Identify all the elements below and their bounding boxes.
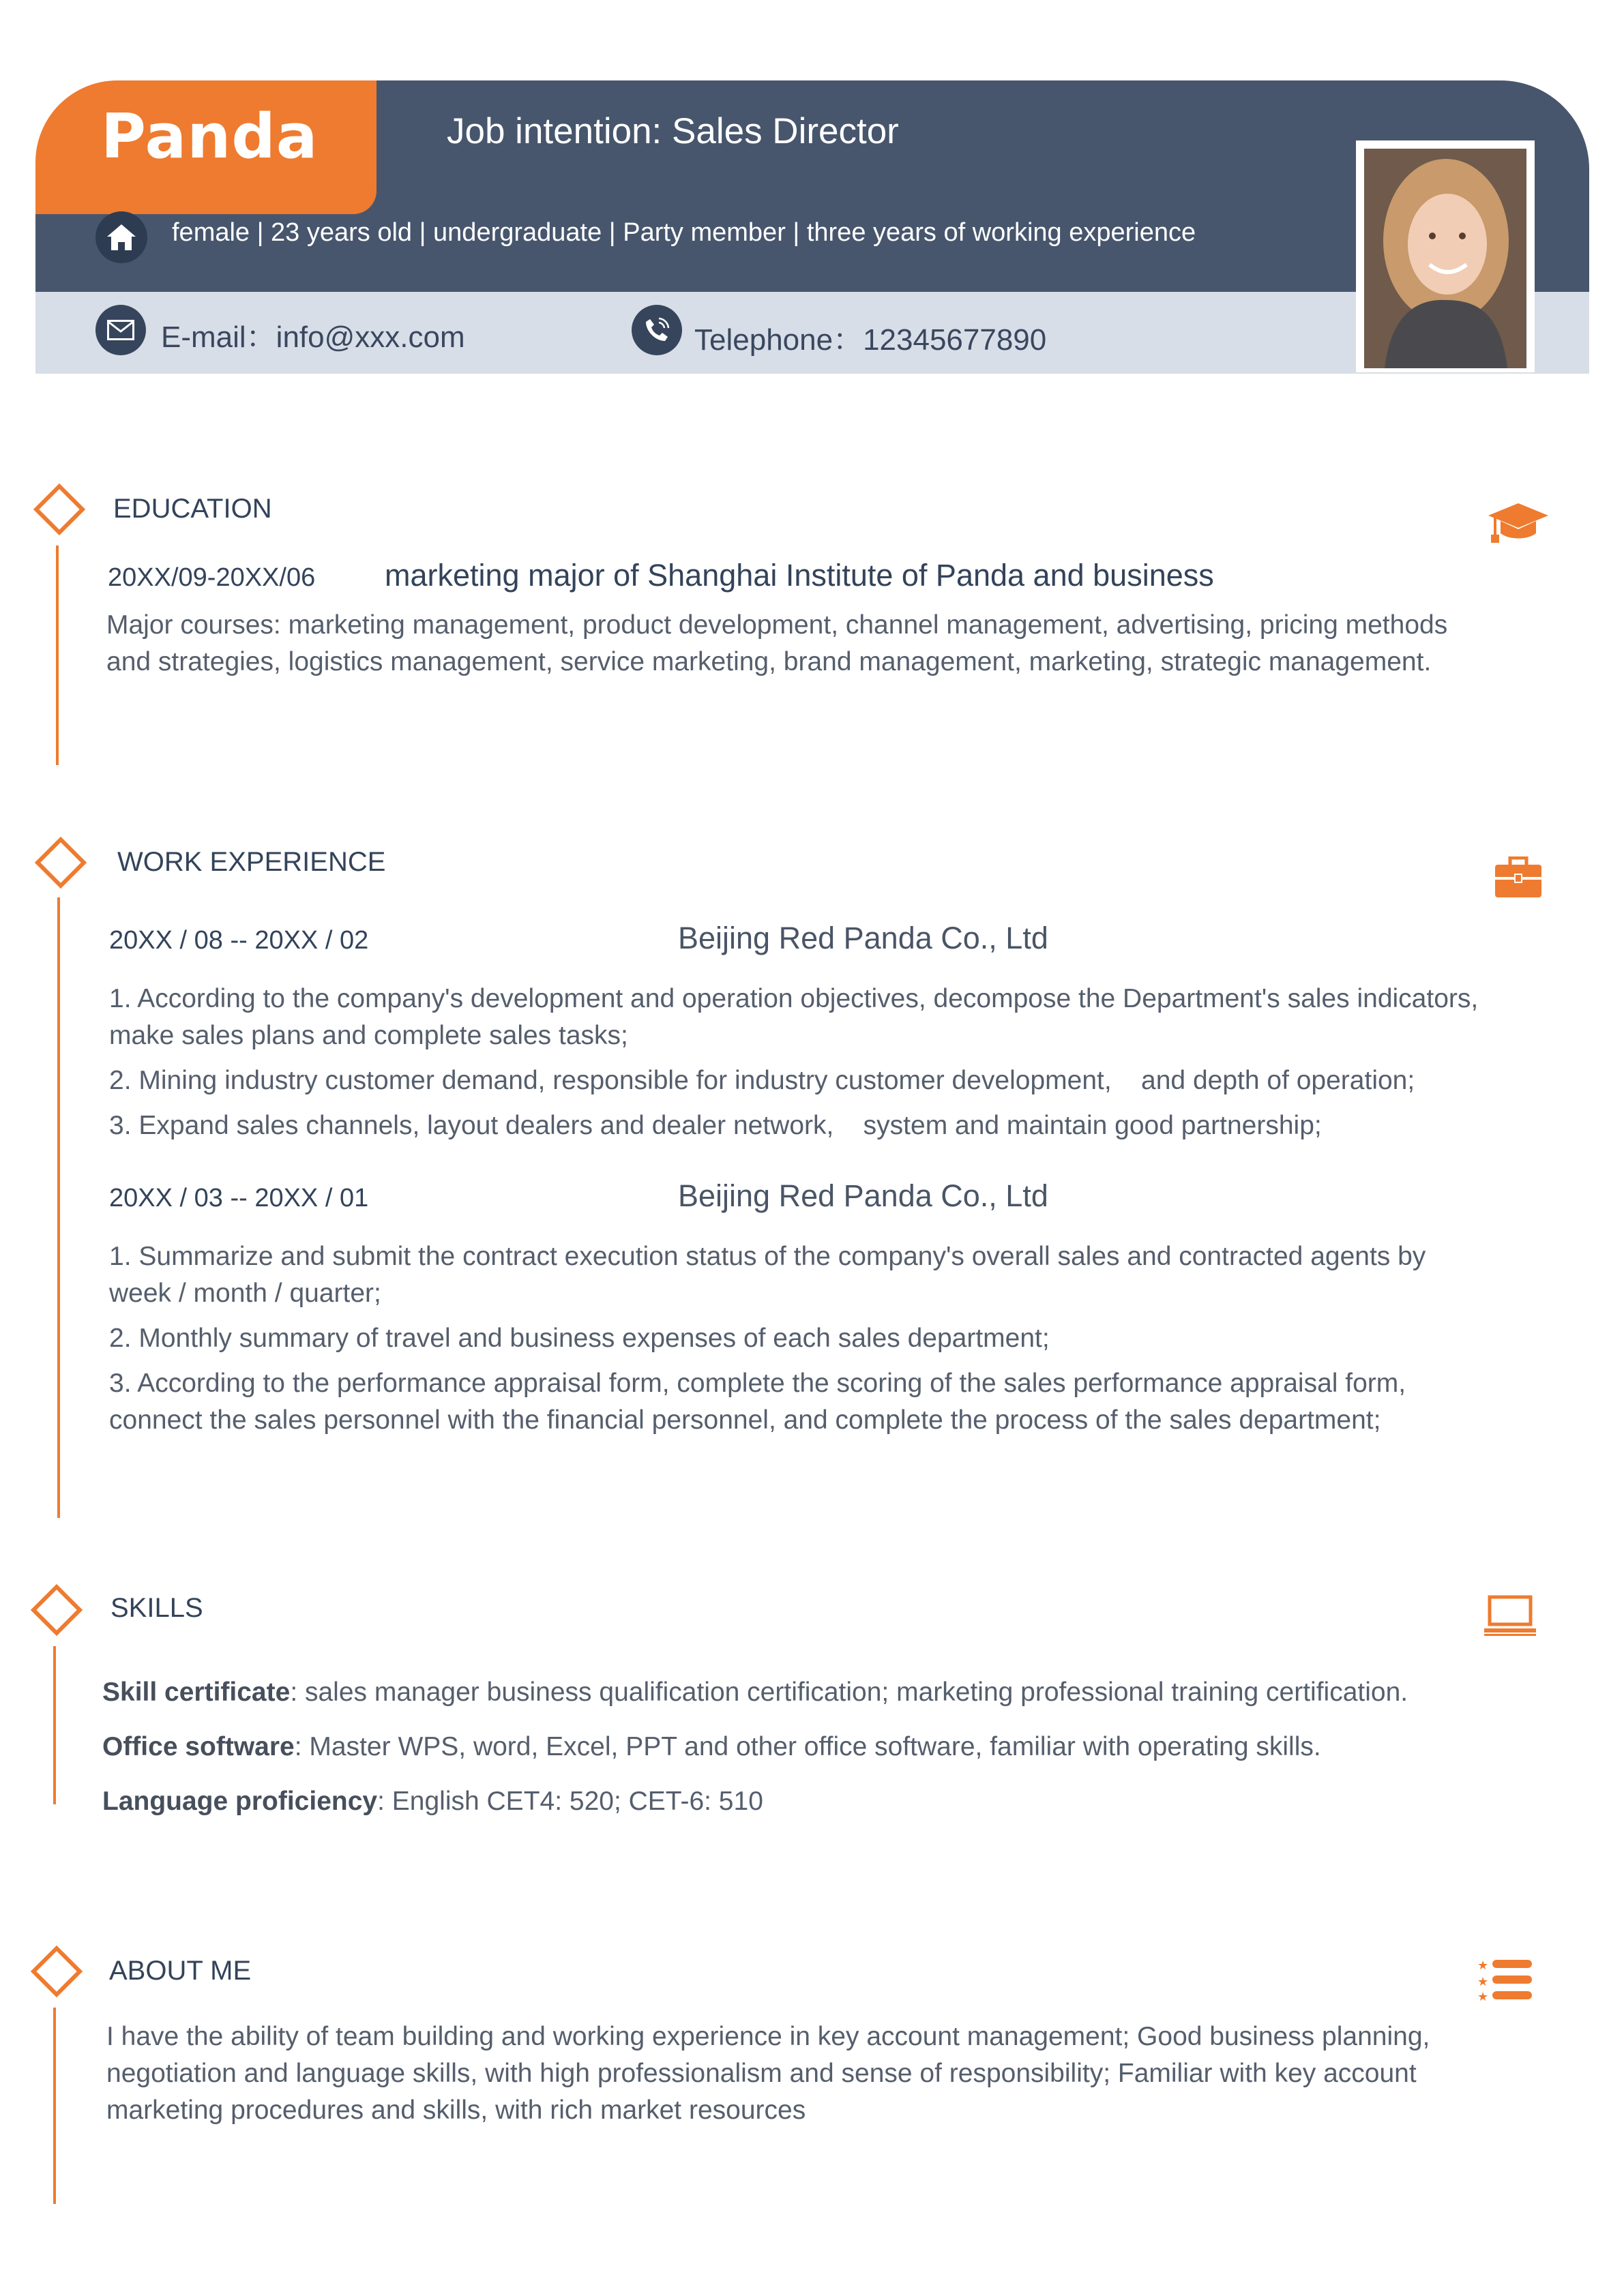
list-icon	[1477, 1957, 1533, 2006]
job-duties	[109, 981, 1478, 1144]
skill-label: Skill certificate	[102, 1678, 291, 1707]
job-duty: connect the sales personnel with the financial personnel, and complete the process of the sales department;	[109, 1405, 1381, 1435]
laptop-icon	[1483, 1594, 1537, 1643]
job-duty: 2. Mining industry customer demand, responsible for industry customer development, and depth of operation;	[109, 1066, 1415, 1095]
skill-row	[102, 1665, 1408, 1720]
svg-text:★: ★	[1477, 1958, 1489, 1973]
about-line: negotiation and language skills, with high professionalism and sense of responsibility; Familiar with key account	[106, 2059, 1417, 2088]
about-text	[106, 2018, 1430, 2129]
about-marker	[31, 1945, 83, 1997]
telephone-number: Telephone：12345677890	[694, 323, 1047, 357]
work-marker	[35, 837, 87, 889]
about-title: ABOUT ME	[109, 1956, 252, 1986]
job-company: Beijing Red Panda Co., Ltd	[678, 921, 1048, 955]
about-timeline	[53, 2008, 56, 2204]
skill-text: : sales manager business qualification certification; marketing professional training certification.	[290, 1678, 1408, 1707]
work-timeline	[57, 897, 60, 1518]
job-duty: 2. Monthly summary of travel and business expenses of each sales department;	[109, 1324, 1050, 1353]
about-line: I have the ability of team building and working experience in key account management; Good business planning,	[106, 2022, 1430, 2051]
skills-title: SKILLS	[110, 1593, 203, 1623]
briefcase-icon	[1494, 856, 1543, 902]
job-intention: Job intention: Sales Director	[447, 111, 899, 151]
skill-label: Office software	[102, 1732, 295, 1761]
education-school: marketing major of Shanghai Institute of Panda and business	[385, 558, 1214, 593]
education-title: EDUCATION	[113, 494, 272, 524]
education-date: 20XX/09-20XX/06	[108, 563, 316, 592]
skill-label: Language proficiency	[102, 1787, 378, 1816]
svg-text:★: ★	[1477, 1975, 1489, 1989]
skill-row	[102, 1774, 1408, 1829]
job-duty: 3. Expand sales channels, layout dealers and dealer network, system and maintain good partnership;	[109, 1111, 1322, 1140]
education-timeline	[56, 546, 59, 765]
skills-list	[102, 1665, 1408, 1829]
education-courses	[106, 607, 1447, 681]
skill-row	[102, 1720, 1408, 1774]
job-duty: make sales plans and complete sales tasks;	[109, 1021, 628, 1050]
candidate-name: Panda	[101, 101, 319, 173]
skills-marker	[31, 1584, 83, 1636]
job-date: 20XX / 03 -- 20XX / 01	[109, 1184, 369, 1212]
job-company: Beijing Red Panda Co., Ltd	[678, 1178, 1048, 1213]
email-icon	[95, 305, 146, 355]
courses-line: Major courses: marketing management, product development, channel management, advertising, pricing methods	[106, 610, 1448, 640]
job-duty: 3. According to the performance appraisal form, complete the scoring of the sales performance appraisal form,	[109, 1369, 1406, 1398]
job-duty: 1. According to the company's development and operation objectives, decompose the Department's sales indicators,	[109, 984, 1479, 1013]
job-duty: week / month / quarter;	[109, 1279, 381, 1308]
graduation-cap-icon	[1487, 499, 1550, 550]
home-icon	[95, 211, 147, 263]
work-title: WORK EXPERIENCE	[117, 847, 386, 877]
email-address: E-mail：info@xxx.com	[161, 320, 465, 354]
skill-text: : Master WPS, word, Excel, PPT and other office software, familiar with operating skills.	[294, 1732, 1321, 1761]
skill-text: : English CET4: 520; CET-6: 510	[377, 1787, 763, 1816]
svg-text:★: ★	[1477, 1990, 1489, 2002]
job-duties	[109, 1238, 1426, 1439]
job-duty: 1. Summarize and submit the contract execution status of the company's overall sales and contracted agents by	[109, 1242, 1426, 1271]
profile-photo	[1364, 149, 1526, 368]
personal-info: female | 23 years old | undergraduate | Party member | three years of working experience	[172, 218, 1196, 247]
education-marker	[33, 483, 85, 535]
skills-timeline	[53, 1646, 56, 1804]
phone-icon	[632, 305, 682, 355]
courses-line: and strategies, logistics management, service marketing, brand management, marketing, strategic management.	[106, 647, 1432, 676]
about-line: marketing procedures and skills, with rich market resources	[106, 2096, 806, 2125]
job-date: 20XX / 08 -- 20XX / 02	[109, 926, 369, 955]
